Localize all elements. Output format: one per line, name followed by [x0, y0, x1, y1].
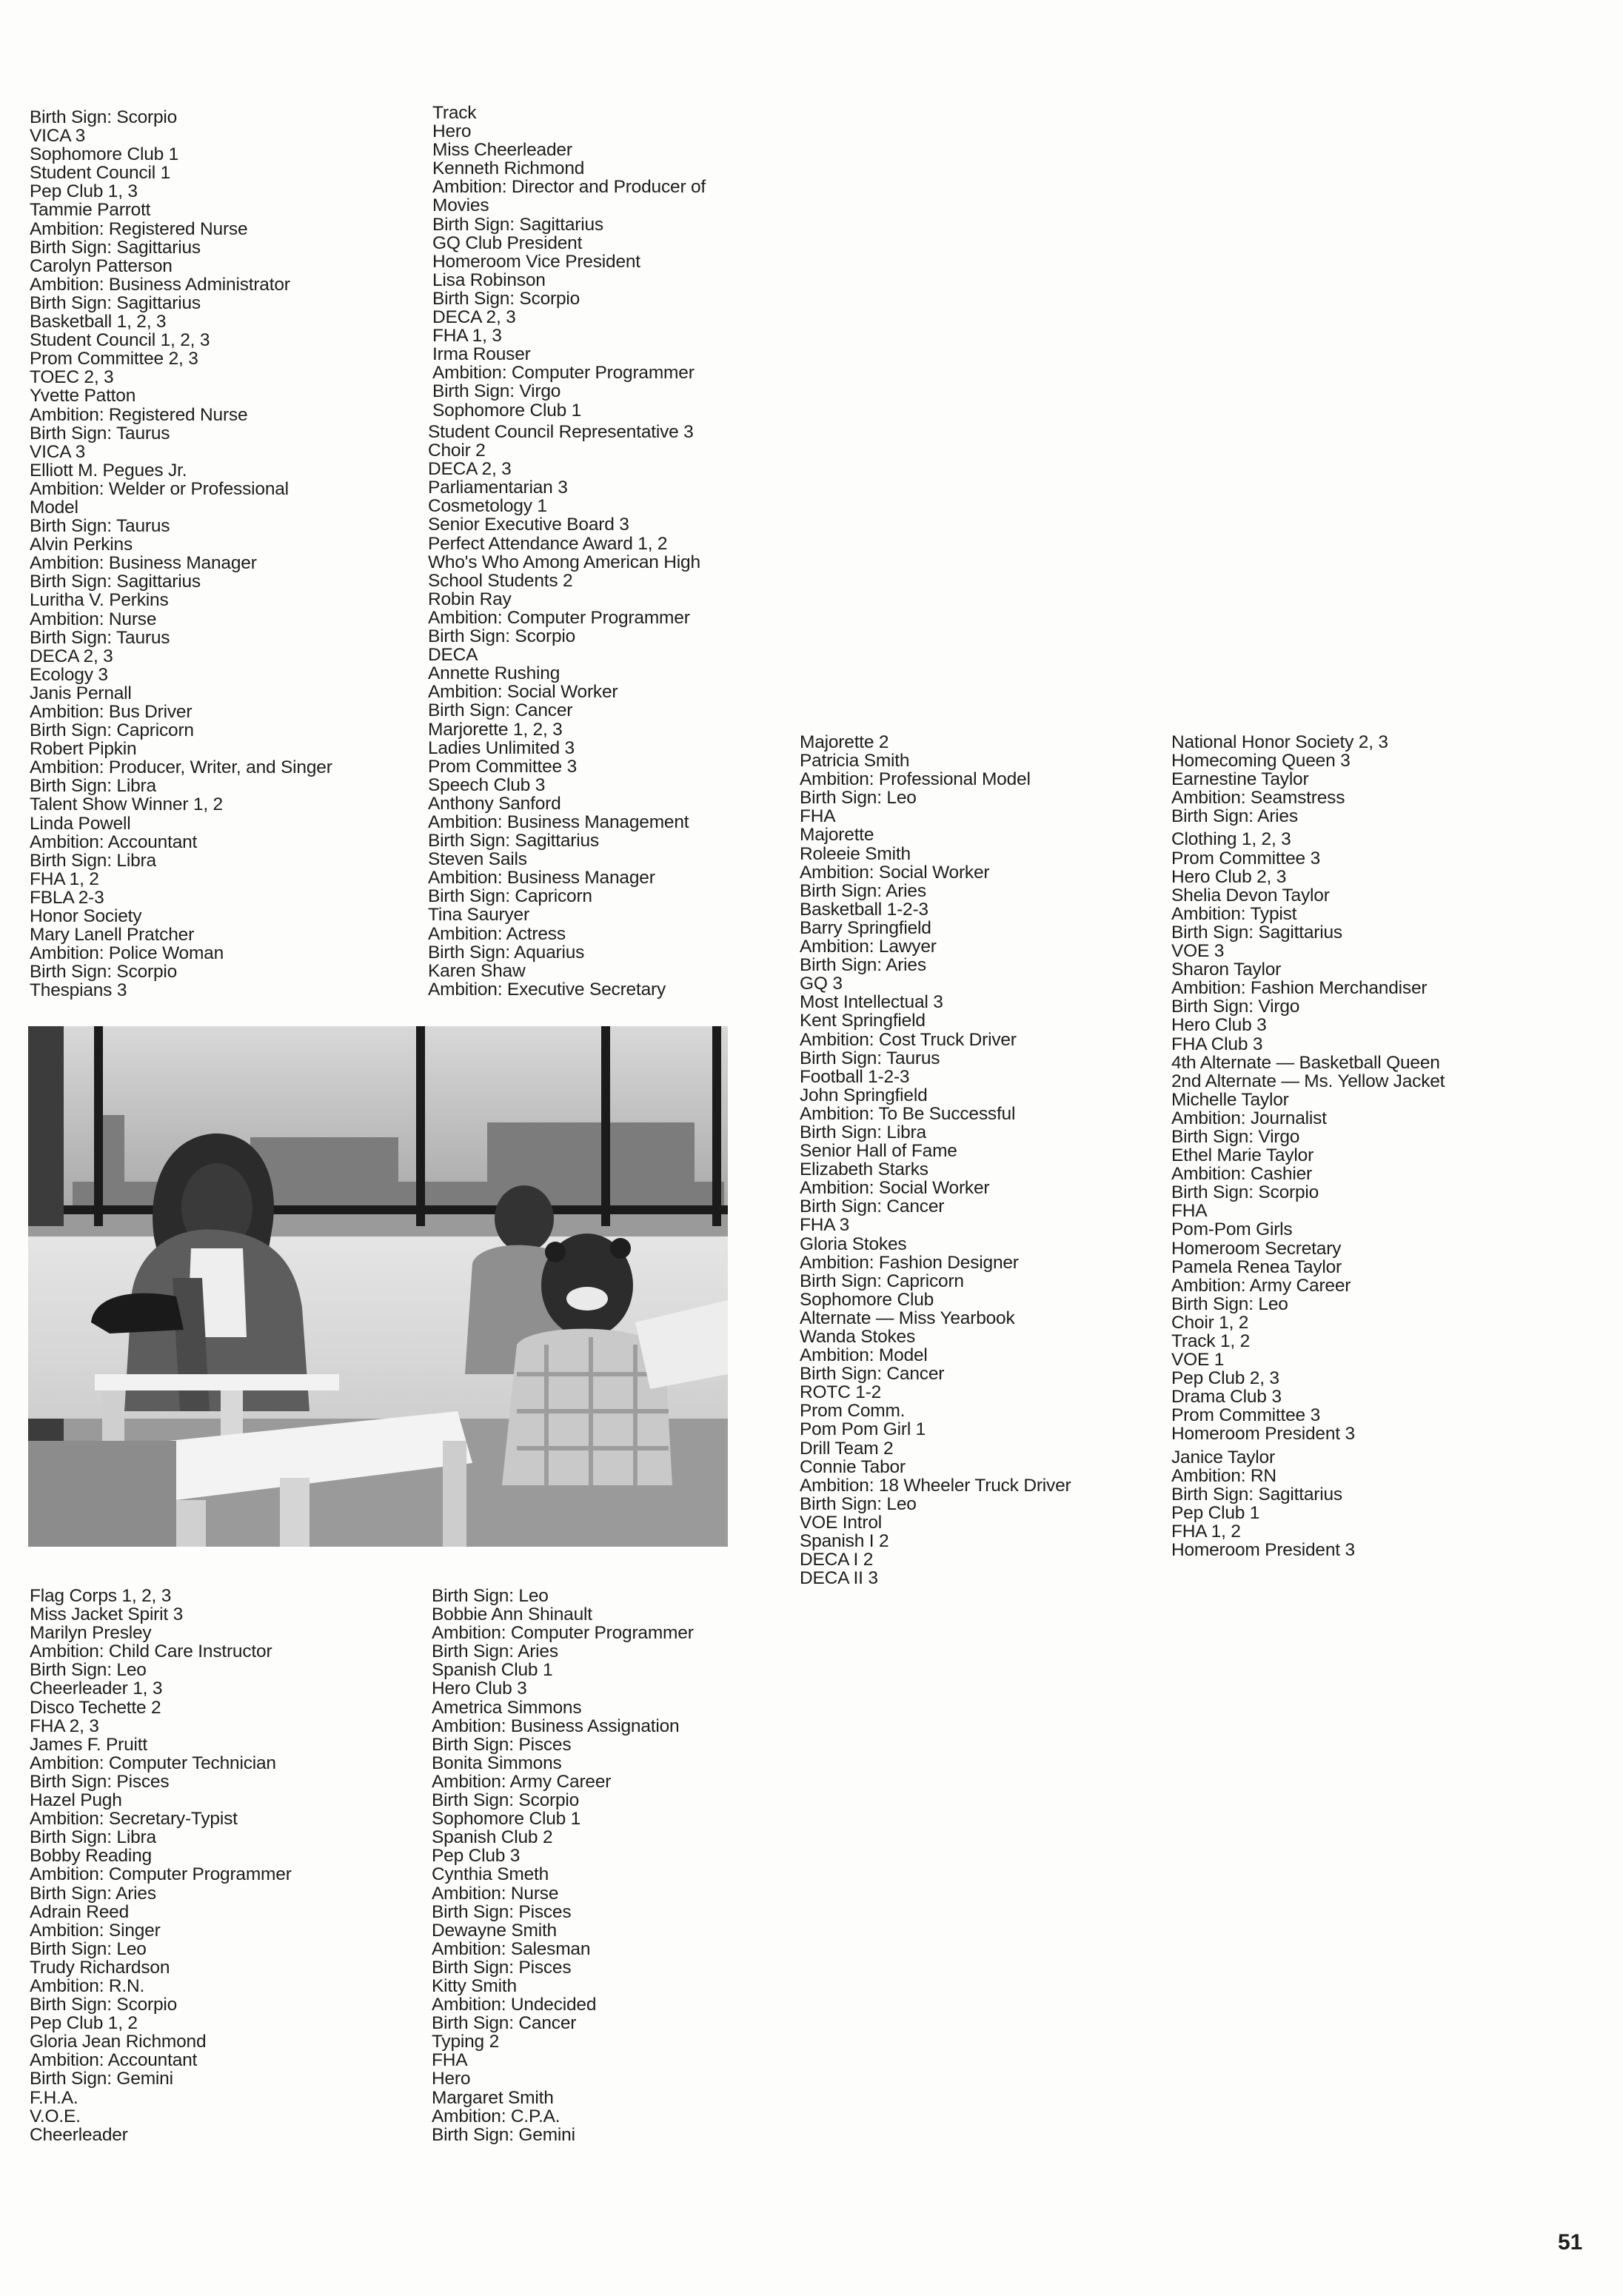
text-line: Birth Sign: Virgo — [432, 381, 561, 402]
text-line: Sophomore Club 1 — [432, 400, 582, 421]
text-line: Basketball 1, 2, 3 — [30, 312, 167, 332]
text-line: Robin Ray — [428, 589, 512, 609]
text-line: VICA 3 — [30, 441, 86, 462]
text-line: Ambition: Business Assignation — [432, 1716, 680, 1736]
text-line: Movies — [432, 195, 489, 216]
text-line: Ambition: Social Worker — [800, 862, 990, 883]
text-line: Ambition: Lawyer — [800, 937, 937, 957]
text-line: FHA — [1171, 1201, 1208, 1222]
text-line: Ametrica Simmons — [432, 1697, 582, 1718]
text-line: F.H.A. — [30, 2087, 78, 2108]
text-line: Clothing 1, 2, 3 — [1171, 829, 1291, 850]
text-line: Sophomore Club 1 — [30, 144, 179, 165]
text-line: Birth Sign: Scorpio — [30, 107, 178, 127]
text-line: Birth Sign: Sagittarius — [30, 572, 201, 592]
text-line: Student Council Representative 3 — [428, 422, 694, 442]
text-line: Ambition: Registered Nurse — [30, 218, 248, 239]
text-line: Ambition: Computer Programmer — [432, 1623, 694, 1644]
text-line: Ambition: Salesman — [432, 1938, 591, 1959]
text-line: Birth Sign: Aquarius — [428, 942, 585, 963]
text-line: Talent Show Winner 1, 2 — [30, 794, 223, 815]
text-line: Birth Sign: Capricorn — [428, 886, 592, 907]
text-line: DECA II 3 — [800, 1568, 878, 1589]
text-line: Sharon Taylor — [1171, 960, 1282, 980]
text-line: Kent Springfield — [800, 1011, 926, 1031]
text-line: Birth Sign: Scorpio — [428, 626, 576, 647]
text-line: Homeroom President 3 — [1171, 1540, 1355, 1561]
text-line: DECA — [428, 645, 478, 666]
text-line: GQ 3 — [800, 974, 843, 994]
text-line: Birth Sign: Cancer — [800, 1364, 945, 1385]
text-line: Parliamentarian 3 — [428, 478, 568, 498]
text-line: Football 1-2-3 — [800, 1066, 910, 1087]
text-line: Drama Club 3 — [1171, 1387, 1282, 1408]
text-line: Birth Sign: Leo — [800, 1493, 917, 1514]
text-line: Ambition: Accountant — [30, 2050, 198, 2071]
text-line: Sophomore Club — [800, 1289, 934, 1310]
text-line: Alvin Perkins — [30, 535, 133, 555]
classroom-photo — [28, 1026, 728, 1547]
text-line: FHA 1, 2 — [30, 868, 99, 889]
text-line: Carolyn Patterson — [30, 255, 173, 276]
text-line: Ambition: Secretary-Typist — [30, 1809, 238, 1830]
column-c-senior-entries — [800, 733, 1071, 1587]
text-line: Majorette — [800, 825, 874, 846]
text-line: V.O.E. — [30, 2106, 81, 2126]
text-line: Hero Club 3 — [432, 1679, 527, 1699]
text-line: Honor Society — [30, 906, 142, 927]
text-line: Choir 1, 2 — [1171, 1312, 1249, 1333]
text-line: Birth Sign: Leo — [1171, 1293, 1288, 1314]
text-line: Hero — [432, 2069, 471, 2089]
text-line: Steven Sails — [428, 849, 527, 870]
text-line: Gloria Jean Richmond — [30, 2032, 207, 2052]
text-line: Cheerleader 1, 3 — [30, 1679, 163, 1699]
column-e-senior-entries — [30, 1587, 292, 2144]
text-line: Alternate — Miss Yearbook — [800, 1308, 1015, 1328]
text-line: Ambition: To Be Successful — [800, 1103, 1016, 1124]
text-line: Birth Sign: Gemini — [30, 2069, 173, 2089]
text-line: Birth Sign: Leo — [800, 788, 917, 809]
text-line: Birth Sign: Scorpio — [1171, 1182, 1319, 1203]
text-line: Speech Club 3 — [428, 774, 546, 795]
text-line: Birth Sign: Aries — [30, 1883, 156, 1904]
text-line: Hazel Pugh — [30, 1790, 122, 1811]
text-line: Marjorette 1, 2, 3 — [428, 719, 563, 740]
text-line: Birth Sign: Sagittarius — [30, 292, 201, 313]
text-line: Birth Sign: Aries — [432, 1641, 558, 1662]
text-line: Ambition: RN — [1171, 1465, 1276, 1486]
text-line: Ambition: Cost Truck Driver — [800, 1029, 1017, 1050]
text-line: Earnestine Taylor — [1171, 769, 1309, 790]
text-line: VOE Introl — [800, 1512, 883, 1533]
text-line: Ambition: Cashier — [1171, 1164, 1312, 1185]
text-line: Ambition: Business Manager — [30, 553, 257, 574]
text-line: Who's Who Among American High — [428, 552, 700, 572]
text-line: Barry Springfield — [800, 917, 931, 938]
text-line: Ambition: Nurse — [30, 609, 157, 629]
text-line: Birth Sign: Pisces — [432, 1734, 572, 1755]
text-line: FHA — [800, 806, 836, 827]
text-line: 2nd Alternate — Ms. Yellow Jacket — [1171, 1071, 1445, 1091]
text-line: Kitty Smith — [432, 1975, 517, 1996]
text-line: Marilyn Presley — [30, 1623, 152, 1644]
text-line: Birth Sign: Libra — [800, 1122, 926, 1142]
text-line: Ambition: Child Care Instructor — [30, 1641, 272, 1662]
text-line: DECA 2, 3 — [428, 459, 512, 480]
text-line: VICA 3 — [30, 126, 86, 147]
text-line: Luritha V. Perkins — [30, 590, 169, 611]
text-line: Hero — [432, 121, 472, 142]
text-line: Birth Sign: Cancer — [428, 700, 573, 721]
text-line: Birth Sign: Sagittarius — [428, 831, 599, 851]
text-line: Prom Committee 2, 3 — [30, 349, 198, 369]
text-line: Pep Club 1, 2 — [30, 2013, 138, 2034]
text-line: Hero Club 3 — [1171, 1015, 1267, 1036]
text-line: Homeroom Vice President — [432, 251, 640, 272]
text-line: FBLA 2-3 — [30, 887, 104, 908]
text-line: Ambition: Business Manager — [428, 868, 655, 888]
text-line: Birth Sign: Pisces — [432, 1901, 572, 1922]
text-line: Birth Sign: Pisces — [30, 1771, 170, 1792]
text-line: Most Intellectual 3 — [800, 992, 943, 1013]
text-line: Ambition: Director and Producer of — [432, 177, 706, 198]
text-line: VOE 1 — [1171, 1350, 1225, 1370]
text-line: Ambition: Computer Programmer — [428, 607, 690, 628]
text-line: Track 1, 2 — [1171, 1331, 1251, 1351]
text-line: Birth Sign: Gemini — [432, 2124, 575, 2145]
text-line: Birth Sign: Sagittarius — [1171, 1484, 1342, 1505]
text-line: Birth Sign: Cancer — [800, 1196, 945, 1217]
text-line: Michelle Taylor — [1171, 1089, 1289, 1110]
text-line: Majorette 2 — [800, 732, 889, 752]
text-line: Birth Sign: Taurus — [30, 516, 170, 537]
text-line: Birth Sign: Scorpio — [30, 1995, 178, 2015]
text-line: Trudy Richardson — [30, 1957, 170, 1978]
text-line: Ambition: 18 Wheeler Truck Driver — [800, 1475, 1071, 1496]
text-line: Prom Committee 3 — [428, 756, 578, 777]
text-line: Pep Club 1 — [1171, 1502, 1260, 1523]
text-line: Track — [432, 103, 477, 123]
text-line: Patricia Smith — [800, 751, 910, 772]
text-line: Thespians 3 — [30, 980, 127, 1001]
text-line: GQ Club President — [432, 232, 583, 253]
text-line: Spanish I 2 — [800, 1531, 889, 1552]
page-number: 51 — [1558, 2230, 1583, 2255]
text-line: Ambition: Computer Programmer — [432, 363, 695, 384]
column-b-lower-senior-entries — [428, 423, 700, 999]
text-line: DECA 2, 3 — [30, 646, 113, 666]
text-line: Gloria Stokes — [800, 1234, 907, 1254]
text-line: FHA 1, 3 — [432, 326, 502, 347]
text-line: FHA 2, 3 — [30, 1716, 99, 1736]
text-line: Miss Cheerleader — [432, 140, 572, 161]
text-line: Tammie Parrott — [30, 200, 151, 221]
text-line: Bonita Simmons — [432, 1753, 562, 1773]
text-line: National Honor Society 2, 3 — [1171, 732, 1388, 752]
text-line: TOEC 2, 3 — [30, 367, 114, 388]
text-line: Ambition: Actress — [428, 923, 566, 944]
text-line: Birth Sign: Taurus — [30, 627, 170, 648]
text-line: Birth Sign: Libra — [30, 850, 156, 871]
text-line: Roleeie Smith — [800, 843, 911, 864]
text-line: Karen Shaw — [428, 960, 526, 981]
text-line: Birth Sign: Aries — [800, 955, 926, 976]
text-line: Ambition: Seamstress — [1171, 788, 1345, 809]
text-line: Typing 2 — [432, 2032, 500, 2052]
text-line: Tina Sauryer — [428, 905, 529, 926]
text-line: Bobby Reading — [30, 1846, 152, 1867]
text-line: Senior Hall of Fame — [800, 1141, 957, 1162]
text-line: FHA Club 3 — [1171, 1034, 1263, 1054]
text-line: Flag Corps 1, 2, 3 — [30, 1586, 172, 1606]
text-line: Birth Sign: Taurus — [30, 423, 170, 444]
text-line: Birth Sign: Cancer — [432, 2013, 577, 2034]
text-line: Birth Sign: Taurus — [800, 1048, 940, 1068]
text-line: Student Council 1, 2, 3 — [30, 330, 210, 351]
text-line: Spanish Club 1 — [432, 1660, 553, 1681]
text-line: Homeroom Secretary — [1171, 1238, 1342, 1259]
text-line: Student Council 1 — [30, 163, 171, 184]
text-line: Birth Sign: Leo — [30, 1938, 147, 1959]
text-line: Ambition: Accountant — [30, 831, 198, 852]
text-line: Prom Committee 3 — [1171, 1405, 1321, 1426]
text-line: Basketball 1-2-3 — [800, 899, 928, 920]
text-line: Janis Pernall — [30, 683, 132, 703]
text-line: Wanda Stokes — [800, 1327, 916, 1347]
text-line: Homecoming Queen 3 — [1171, 751, 1351, 772]
text-line: Prom Comm. — [800, 1401, 906, 1422]
text-line: Birth Sign: Scorpio — [432, 1790, 580, 1811]
text-line: Ambition: C.P.A. — [432, 2106, 560, 2126]
text-line: Birth Sign: Sagittarius — [432, 214, 603, 235]
text-line: Elizabeth Starks — [800, 1159, 928, 1180]
text-line: Cynthia Smeth — [432, 1864, 549, 1885]
text-line: Pom-Pom Girls — [1171, 1219, 1293, 1240]
text-line: DECA I 2 — [800, 1550, 874, 1570]
text-line: Ambition: Fashion Merchandiser — [1171, 978, 1428, 999]
text-line: Anthony Sanford — [428, 793, 561, 814]
text-line: 4th Alternate — Basketball Queen — [1171, 1052, 1440, 1073]
text-line: Hero Club 2, 3 — [1171, 866, 1287, 887]
text-line: Ethel Marie Taylor — [1171, 1145, 1314, 1166]
text-line: Birth Sign: Aries — [1171, 806, 1298, 827]
text-line: Adrain Reed — [30, 1901, 129, 1922]
text-line: Pom Pom Girl 1 — [800, 1419, 926, 1440]
text-line: Drill Team 2 — [800, 1438, 894, 1459]
text-line: Birth Sign: Scorpio — [30, 962, 178, 983]
text-line: Ambition: R.N. — [30, 1975, 145, 1996]
text-line: Ambition: Welder or Professional — [30, 478, 289, 499]
text-line: Choir 2 — [428, 441, 486, 461]
text-line: Robert Pipkin — [30, 739, 137, 760]
text-line: Yvette Patton — [30, 386, 136, 406]
text-line: FHA — [432, 2050, 468, 2071]
text-line: Ambition: Army Career — [432, 1771, 612, 1792]
text-line: James F. Pruitt — [30, 1734, 148, 1755]
text-line: Ecology 3 — [30, 664, 108, 685]
text-line: Birth Sign: Scorpio — [432, 288, 580, 309]
text-line: Birth Sign: Libra — [30, 1827, 156, 1848]
text-line: Ambition: Police Woman — [30, 943, 224, 964]
text-line: Pamela Renea Taylor — [1171, 1256, 1342, 1277]
text-line: Ladies Unlimited 3 — [428, 737, 575, 758]
text-line: Ambition: Business Management — [428, 811, 689, 832]
text-line: Bobbie Ann Shinault — [432, 1604, 592, 1625]
text-line: FHA 3 — [800, 1215, 850, 1236]
text-line: Miss Jacket Spirit 3 — [30, 1604, 184, 1625]
text-line: ROTC 1-2 — [800, 1382, 882, 1403]
text-line: Dewayne Smith — [432, 1920, 557, 1941]
text-line: Ambition: Undecided — [432, 1995, 597, 2015]
text-line: Ambition: Nurse — [432, 1883, 559, 1904]
text-line: Janice Taylor — [1171, 1447, 1275, 1467]
text-line: Prom Committee 3 — [1171, 848, 1321, 868]
text-line: Ambition: Computer Programmer — [30, 1864, 292, 1885]
text-line: Birth Sign: Capricorn — [30, 720, 194, 741]
text-line: Birth Sign: Pisces — [432, 1957, 572, 1978]
text-line: Shelia Devon Taylor — [1171, 885, 1330, 906]
column-a-senior-entries — [30, 108, 332, 1000]
text-line: Ambition: Social Worker — [800, 1178, 990, 1199]
text-line: Ambition: Bus Driver — [30, 702, 193, 722]
text-line: Ambition: Business Administrator — [30, 274, 290, 295]
text-line: Kenneth Richmond — [432, 158, 585, 179]
text-line: Birth Sign: Sagittarius — [30, 237, 201, 258]
column-f-senior-entries — [432, 1587, 694, 2144]
text-line: Pep Club 1, 3 — [30, 181, 138, 202]
text-line: Linda Powell — [30, 813, 131, 834]
text-line: Birth Sign: Capricorn — [800, 1271, 964, 1291]
text-line: Ambition: Journalist — [1171, 1108, 1327, 1128]
text-line: Ambition: Model — [800, 1345, 928, 1366]
column-b-senior-entries — [432, 104, 706, 420]
text-line: Model — [30, 497, 78, 518]
text-line: Senior Executive Board 3 — [428, 515, 629, 535]
text-line: Ambition: Producer, Writer, and Singer — [30, 757, 332, 778]
text-line: Cheerleader — [30, 2124, 128, 2145]
text-line: Sophomore Club 1 — [432, 1809, 581, 1830]
text-line: Birth Sign: Leo — [30, 1660, 147, 1681]
text-line: Connie Tabor — [800, 1456, 906, 1477]
text-line: Margaret Smith — [432, 2087, 554, 2108]
text-line: Ambition: Typist — [1171, 903, 1297, 924]
text-line: FHA 1, 2 — [1171, 1521, 1241, 1542]
text-line: Ambition: Singer — [30, 1920, 161, 1941]
text-line: Birth Sign: Aries — [800, 880, 926, 901]
text-line: School Students 2 — [428, 570, 573, 591]
text-line: Cosmetology 1 — [428, 496, 547, 517]
text-line: VOE 3 — [1171, 941, 1225, 962]
text-line: Lisa Robinson — [432, 270, 546, 290]
text-line: Pep Club 3 — [432, 1846, 521, 1867]
text-line: Ambition: Army Career — [1171, 1275, 1351, 1296]
text-line: Birth Sign: Sagittarius — [1171, 922, 1342, 943]
text-line: Birth Sign: Leo — [432, 1586, 549, 1606]
text-line: DECA 2, 3 — [432, 307, 516, 328]
text-line: Ambition: Fashion Designer — [800, 1252, 1019, 1273]
text-line: Ambition: Social Worker — [428, 682, 618, 703]
column-d-senior-entries — [1171, 733, 1445, 1559]
text-line: Ambition: Executive Secretary — [428, 979, 666, 1000]
text-line: Annette Rushing — [428, 663, 560, 684]
text-line: Ambition: Registered Nurse — [30, 404, 248, 425]
text-line: Perfect Attendance Award 1, 2 — [428, 533, 668, 554]
text-line: Pep Club 2, 3 — [1171, 1368, 1279, 1389]
text-line: Disco Techette 2 — [30, 1697, 161, 1718]
text-line: Birth Sign: Virgo — [1171, 997, 1300, 1017]
text-line: Irma Rouser — [432, 344, 531, 365]
text-line: John Springfield — [800, 1085, 928, 1105]
text-line: Elliott M. Pegues Jr. — [30, 460, 187, 481]
text-line: Ambition: Computer Technician — [30, 1753, 276, 1773]
text-line: Homeroom President 3 — [1171, 1424, 1355, 1445]
text-line: Spanish Club 2 — [432, 1827, 553, 1848]
text-line: Birth Sign: Libra — [30, 776, 156, 797]
text-line: Birth Sign: Virgo — [1171, 1126, 1300, 1147]
text-line: Ambition: Professional Model — [800, 769, 1031, 790]
text-line: Mary Lanell Pratcher — [30, 925, 195, 945]
